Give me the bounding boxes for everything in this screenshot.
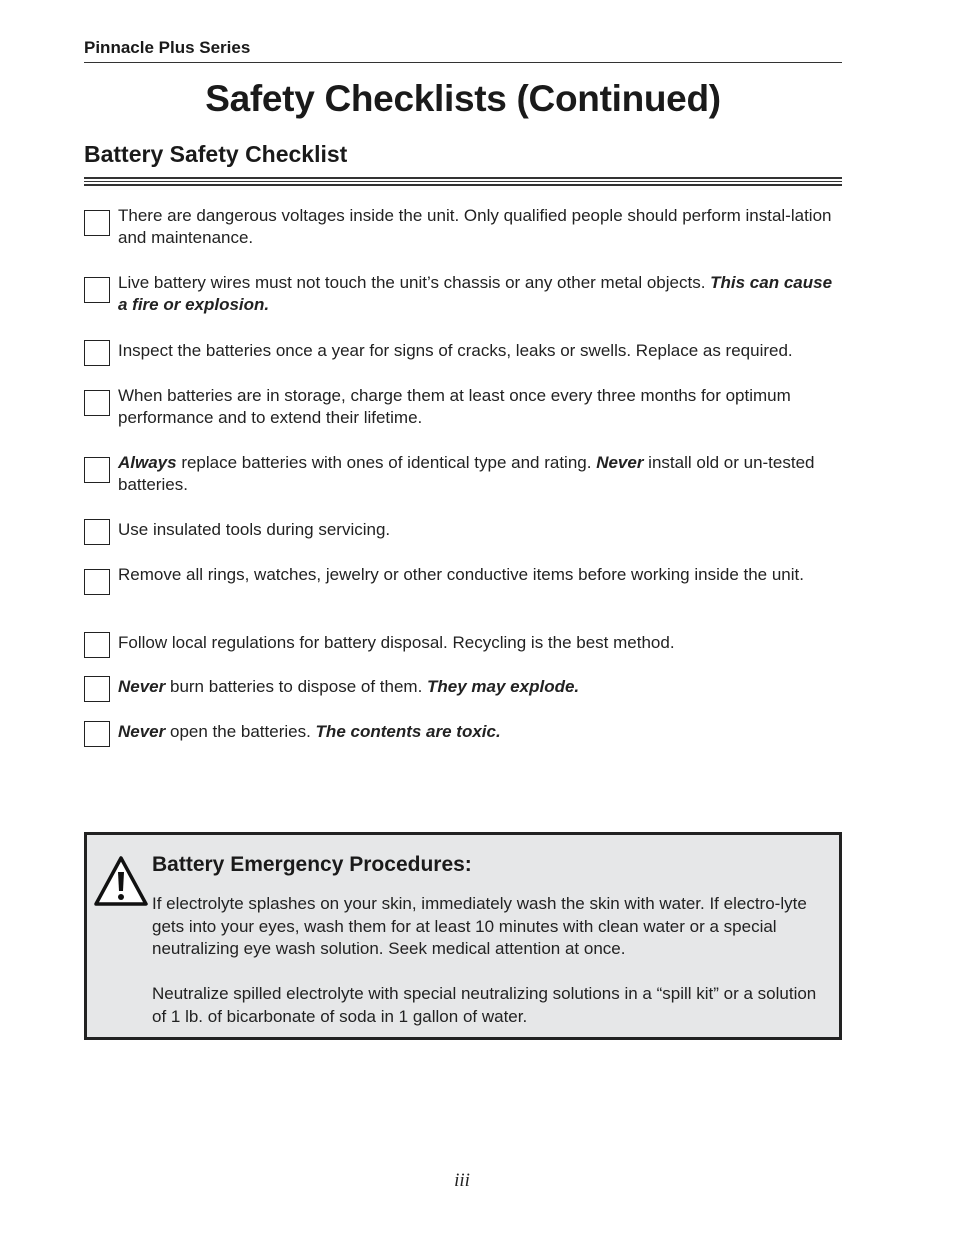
series-header: Pinnacle Plus Series [84,38,251,57]
emphasis-text: Never [596,453,644,472]
emergency-procedures-title: Battery Emergency Procedures: [152,853,472,876]
body-text: Use insulated tools during servicing. [118,520,391,539]
checklist-item-text [118,519,842,541]
checklist-item-text [118,205,842,249]
body-text: open the batteries. [165,722,316,741]
checklist-checkbox[interactable] [84,721,110,747]
checklist-item-text [118,272,842,316]
body-text: replace batteries with ones of identical type and rating. [176,453,597,472]
header-divider [84,62,842,63]
checklist-checkbox[interactable] [84,340,110,366]
body-text: Inspect the batteries once a year for signs of cracks, leaks or swells. Replace as required. [118,341,793,360]
checklist-checkbox[interactable] [84,210,110,236]
body-text: burn batteries to dispose of them. [165,677,428,696]
body-text: Follow local regulations for battery disposal. Recycling is the best method. [118,633,675,652]
body-text: install old or un-tested batteries. [118,453,815,494]
body-text: Remove all rings, watches, jewelry or other conductive items before working inside the unit. [118,565,804,584]
section-divider [84,177,842,186]
checklist-checkbox[interactable] [84,457,110,483]
page-number: iii [454,1170,470,1191]
emphasis-text: Never [118,677,166,696]
emphasis-text: This can cause a fire or explosion. [118,273,833,314]
emergency-procedures-box [84,832,842,1040]
emphasis-text: They may explode. [427,677,580,696]
checklist-checkbox[interactable] [84,632,110,658]
body-text: There are dangerous voltages inside the unit. Only qualified people should perform instal-lation and maintenance. [118,206,832,247]
body-text: Live battery wires must not touch the unit’s chassis or any other metal objects. [118,273,711,292]
emphasis-text: Never [118,722,166,741]
page-title: Safety Checklists (Continued) [205,78,721,119]
checklist-item-text [118,632,842,654]
emergency-paragraph-spill: Neutralize spilled electrolyte with special neutralizing solutions in a “spill kit” or a solution of 1 lb. of bicarbonate of soda in 1 gallon of water. [152,984,817,1026]
checklist-checkbox[interactable] [84,676,110,702]
checklist-item-text [118,564,842,586]
body-text: When batteries are in storage, charge them at least once every three months for optimum performance and to extend their lifetime. [118,386,791,427]
checklist-item-text [118,340,842,362]
emphasis-text: The contents are toxic. [315,722,501,741]
warning-triangle-icon [93,855,149,907]
checklist-checkbox[interactable] [84,569,110,595]
checklist-item-text [118,452,842,496]
checklist-checkbox[interactable] [84,277,110,303]
emergency-paragraph-skin-eyes: If electrolyte splashes on your skin, immediately wash the skin with water. If electro-lyte gets into your eyes, wash them for at least 10 minutes with clean water or a special neutralizing eye wash solution. Seek medical attention at once. [152,894,807,958]
checklist-item-text [118,385,842,429]
checklist-checkbox[interactable] [84,519,110,545]
emphasis-text: Always [118,453,177,472]
checklist-checkbox[interactable] [84,390,110,416]
checklist-item-text [118,721,842,743]
checklist-item-text [118,676,842,698]
section-title: Battery Safety Checklist [84,141,348,167]
